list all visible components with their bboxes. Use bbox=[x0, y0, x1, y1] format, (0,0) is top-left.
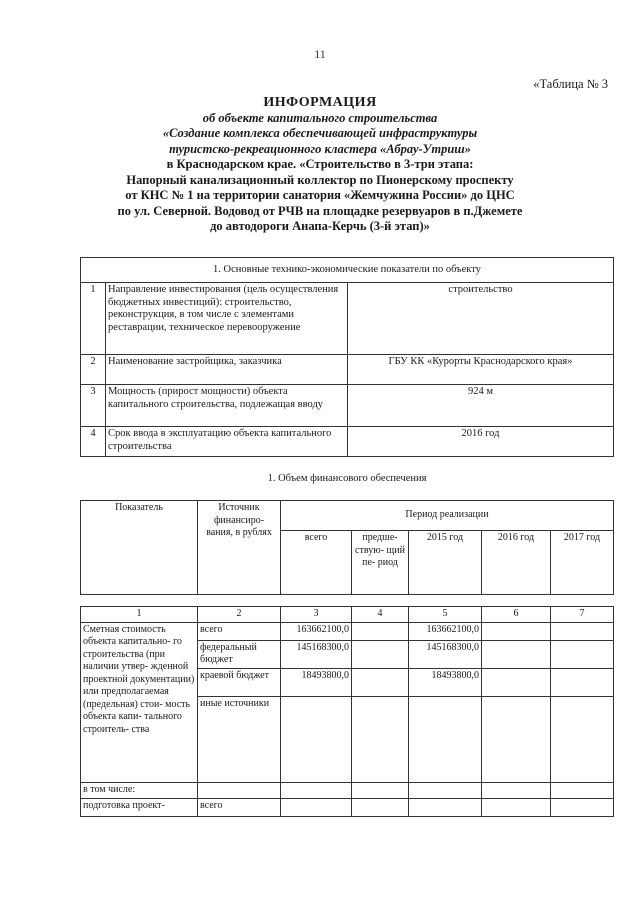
financing-table bbox=[80, 606, 614, 817]
table-row bbox=[81, 782, 614, 798]
previous-cell bbox=[352, 640, 409, 668]
indicator-cell: Сметная стоимость объекта капитально- го строительства (при наличии утвер- жденной проектной документации) или предполагаемая (предельная) стои- мость объекта капи- тального строитель- ства bbox=[81, 622, 198, 782]
y2016-cell bbox=[482, 668, 551, 696]
prep-label-cell: подготовка проект- bbox=[81, 798, 198, 816]
column-number: 2 bbox=[198, 607, 281, 623]
previous-cell bbox=[352, 782, 409, 798]
row-value: строительство bbox=[348, 283, 614, 355]
row-value: 2016 год bbox=[348, 427, 614, 457]
row-value: 924 м bbox=[348, 385, 614, 427]
y2017-cell bbox=[551, 668, 614, 696]
source-cell bbox=[198, 782, 281, 798]
y2017-cell bbox=[551, 798, 614, 816]
row-label: Направление инвестирования (цель осуществления бюджетных инвестиций): строительство, реконструкция, в том числе с элементами реставрации, техническое перевооружение bbox=[106, 283, 348, 355]
y2015-cell bbox=[409, 798, 482, 816]
header-previous: предше- ствую- щий пе- риод bbox=[352, 531, 409, 595]
title-line-8: до автодороги Анапа-Керчь (3-й этап)» bbox=[210, 219, 430, 233]
previous-cell bbox=[352, 622, 409, 640]
source-cell: всего bbox=[198, 622, 281, 640]
page-number: 11 bbox=[314, 47, 326, 61]
header-total: всего bbox=[281, 531, 352, 595]
title-line-5: Напорный канализационный коллектор по Пионерскому проспекту bbox=[126, 172, 514, 187]
previous-cell bbox=[352, 798, 409, 816]
row-number: 1 bbox=[81, 283, 106, 355]
table-row bbox=[81, 798, 614, 816]
header-period: Период реализации bbox=[281, 501, 614, 531]
total-cell: 145168300,0 bbox=[281, 640, 352, 668]
total-cell bbox=[281, 782, 352, 798]
total-cell: 163662100,0 bbox=[281, 622, 352, 640]
title-line-1: об объекте капитального строительства bbox=[202, 110, 438, 125]
title-line-2: «Создание комплекса обеспечивающей инфраструктуры bbox=[162, 126, 478, 140]
header-source: Источник финансиро- вания, в рублях bbox=[198, 501, 281, 595]
source-cell: федеральный бюджет bbox=[198, 640, 281, 668]
header-2017: 2017 год bbox=[551, 531, 614, 595]
y2017-cell bbox=[551, 622, 614, 640]
y2015-cell: 163662100,0 bbox=[409, 622, 482, 640]
column-number: 5 bbox=[409, 607, 482, 623]
y2017-cell bbox=[551, 782, 614, 798]
row-label: Наименование застройщика, заказчика bbox=[106, 355, 348, 385]
title-line-4: в Краснодарском крае. «Строительство в 3-три этапа: bbox=[166, 157, 474, 171]
table-row bbox=[81, 427, 614, 457]
row-number: 2 bbox=[81, 355, 106, 385]
y2016-cell bbox=[482, 622, 551, 640]
row-label: Мощность (прирост мощности) объекта капитального строительства, подлежащая вводу bbox=[106, 385, 348, 427]
y2015-cell bbox=[409, 782, 482, 798]
y2016-cell bbox=[482, 696, 551, 782]
source-cell: иные источники bbox=[198, 696, 281, 782]
header-indicator: Показатель bbox=[81, 501, 198, 595]
previous-cell bbox=[352, 696, 409, 782]
y2015-cell: 145168300,0 bbox=[409, 640, 482, 668]
table-row bbox=[81, 622, 614, 640]
column-number: 6 bbox=[482, 607, 551, 623]
total-cell bbox=[281, 798, 352, 816]
title-line-3: туристско-рекреационного кластера «Абрау-Утриш» bbox=[169, 141, 471, 156]
y2016-cell bbox=[482, 782, 551, 798]
title-main: ИНФОРМАЦИЯ bbox=[263, 95, 377, 110]
total-cell bbox=[281, 696, 352, 782]
column-number: 7 bbox=[551, 607, 614, 623]
total-cell: 18493800,0 bbox=[281, 668, 352, 696]
column-number: 4 bbox=[352, 607, 409, 623]
financing-heading: 1. Объем финансового обеспечения bbox=[267, 473, 427, 484]
table-row bbox=[81, 355, 614, 385]
y2016-cell bbox=[482, 640, 551, 668]
table-row bbox=[81, 385, 614, 427]
y2016-cell bbox=[482, 798, 551, 816]
indicators-table bbox=[80, 257, 614, 457]
title-line-6: от КНС № 1 на территории санатория «Жемчужина России» до ЦНС bbox=[125, 188, 515, 202]
including-cell: в том числе: bbox=[81, 782, 198, 798]
header-2015: 2015 год bbox=[409, 531, 482, 595]
indicators-header: 1. Основные технико-экономические показатели по объекту bbox=[81, 258, 614, 283]
row-number: 3 bbox=[81, 385, 106, 427]
table-reference: «Таблица № 3 bbox=[533, 77, 608, 91]
title-line-7: по ул. Северной. Водовод от РЧВ на площадке резервуаров в п.Джемете bbox=[117, 203, 523, 218]
y2015-cell: 18493800,0 bbox=[409, 668, 482, 696]
row-value: ГБУ КК «Курорты Краснодарского края» bbox=[348, 355, 614, 385]
financing-header-table bbox=[80, 500, 614, 595]
table-row bbox=[81, 283, 614, 355]
source-cell: краевой бюджет bbox=[198, 668, 281, 696]
column-number: 1 bbox=[81, 607, 198, 623]
y2015-cell bbox=[409, 696, 482, 782]
column-number: 3 bbox=[281, 607, 352, 623]
row-label: Срок ввода в эксплуатацию объекта капитального строительства bbox=[106, 427, 348, 457]
header-2016: 2016 год bbox=[482, 531, 551, 595]
source-cell: всего bbox=[198, 798, 281, 816]
row-number: 4 bbox=[81, 427, 106, 457]
previous-cell bbox=[352, 668, 409, 696]
y2017-cell bbox=[551, 640, 614, 668]
y2017-cell bbox=[551, 696, 614, 782]
document-title bbox=[60, 95, 580, 235]
